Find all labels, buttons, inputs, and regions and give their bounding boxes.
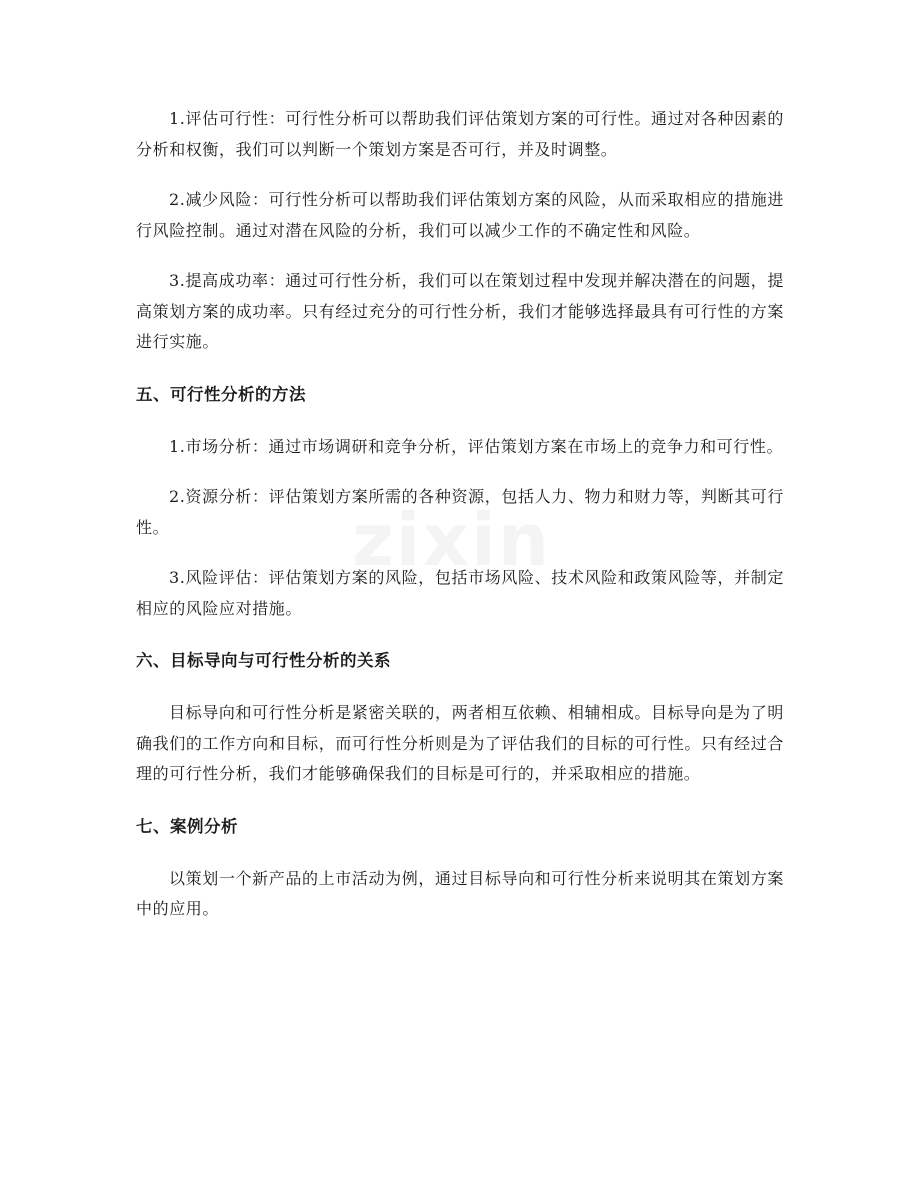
document-page bbox=[136, 104, 784, 925]
paragraph-assess-feasibility: 1.评估可行性：可行性分析可以帮助我们评估策划方案的可行性。通过对各种因素的分析和权衡，我们可以判断一个策划方案是否可行，并及时调整。 bbox=[136, 109, 784, 159]
paragraph-improve-success: 3.提高成功率：通过可行性分析，我们可以在策划过程中发现并解决潜在的问题，提高策划方案的成功率。只有经过充分的可行性分析，我们才能够选择最具有可行性的方案进行实施。 bbox=[136, 271, 784, 351]
heading-section-6: 六、目标导向与可行性分析的关系 bbox=[136, 651, 391, 670]
paragraph-case-analysis: 以策划一个新产品的上市活动为例，通过目标导向和可行性分析来说明其在策划方案中的应用。 bbox=[136, 868, 784, 918]
heading-section-5: 五、可行性分析的方法 bbox=[136, 384, 306, 404]
paragraph-risk-assessment: 3.风险评估：评估策划方案的风险，包括市场风险、技术风险和政策风险等，并制定相应的风险应对措施。 bbox=[136, 568, 784, 618]
paragraph-resource-analysis: 2.资源分析：评估策划方案所需的各种资源，包括人力、物力和财力等，判断其可行性。 bbox=[136, 487, 784, 537]
paragraph-relationship: 目标导向和可行性分析是紧密关联的，两者相互依赖、相辅相成。目标导向是为了明确我们的工作方向和目标，而可行性分析则是为了评估我们的目标的可行性。只有经过合理的可行性分析，我们才能够确保我们的目标是可行的，并采取相应的措施。 bbox=[136, 703, 784, 783]
paragraph-market-analysis: 1.市场分析：通过市场调研和竞争分析，评估策划方案在市场上的竞争力和可行性。 bbox=[169, 436, 784, 456]
paragraph-reduce-risk: 2.减少风险：可行性分析可以帮助我们评估策划方案的风险，从而采取相应的措施进行风险控制。通过对潜在风险的分析，我们可以减少工作的不确定性和风险。 bbox=[136, 190, 784, 240]
heading-section-7: 七、案例分析 bbox=[136, 816, 238, 836]
